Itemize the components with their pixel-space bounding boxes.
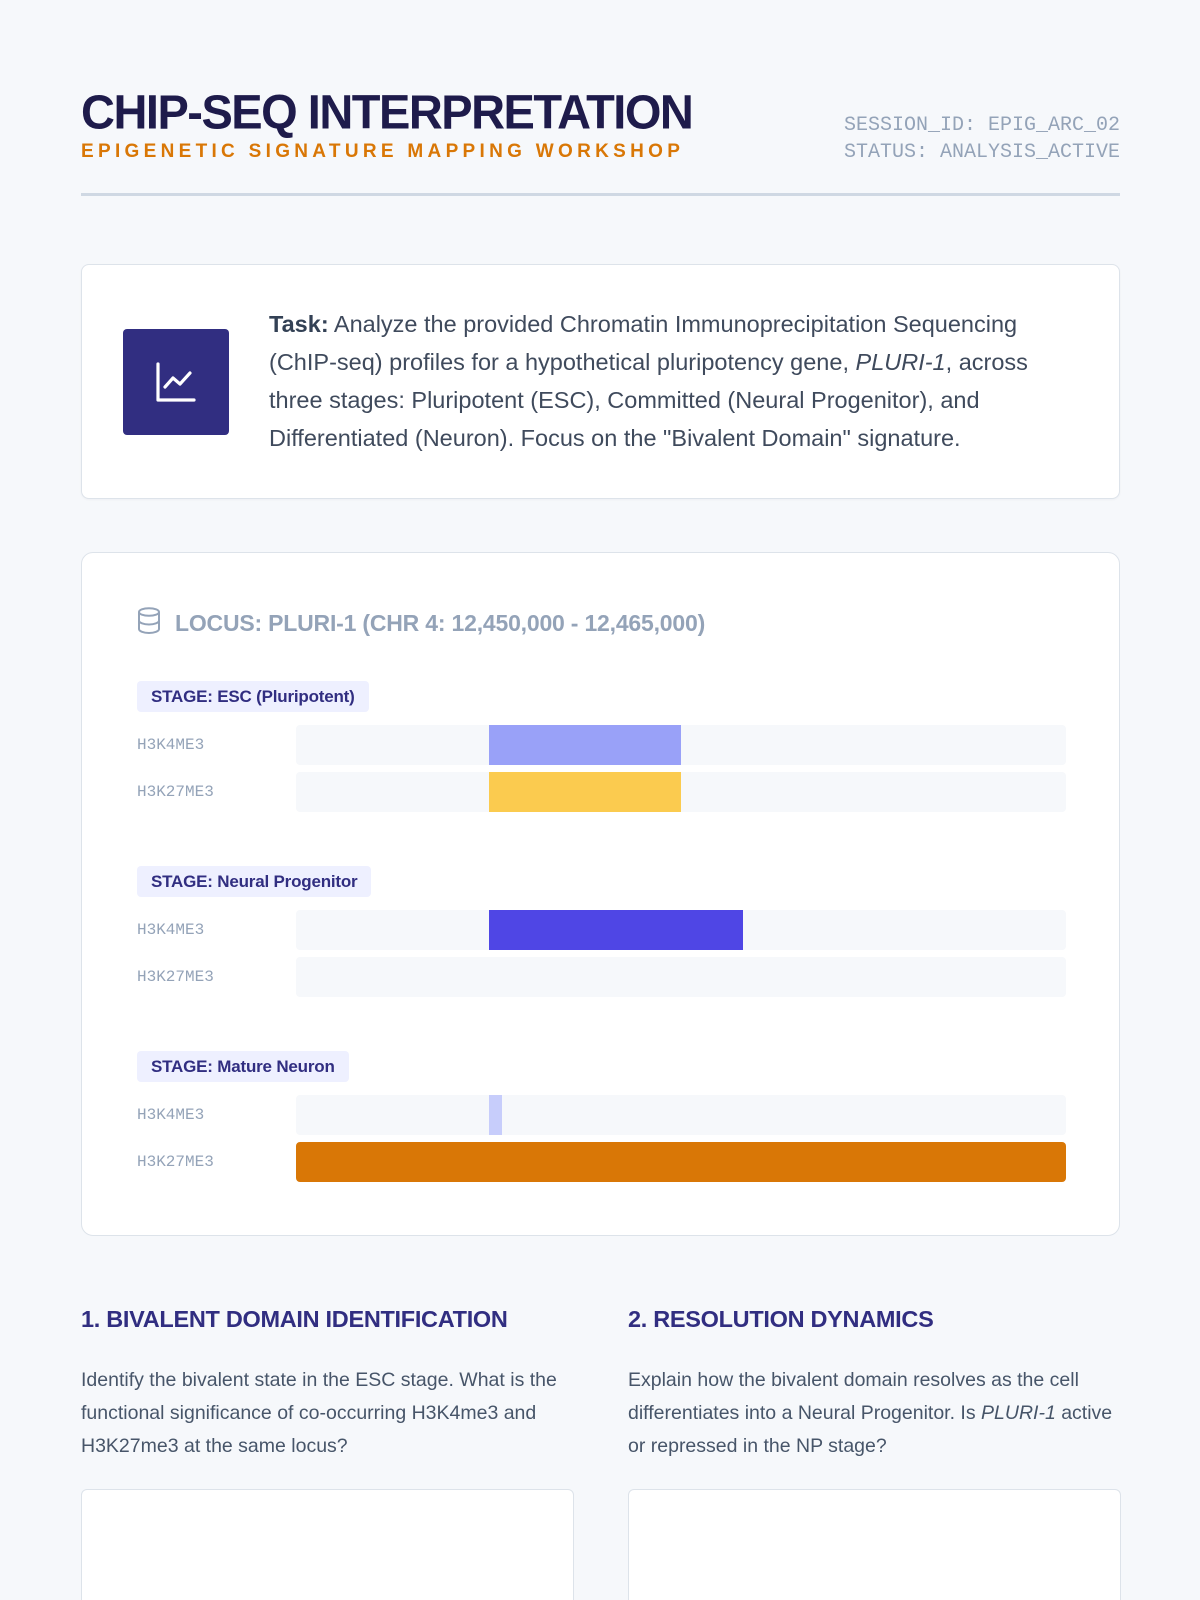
track-label: H3K27ME3 [137,783,214,801]
track-label: H3K4ME3 [137,1106,205,1124]
track-neuron-h3k27me3 [296,1142,1066,1182]
question-1-title: 1. BIVALENT DOMAIN IDENTIFICATION [81,1306,508,1332]
track-np-h3k27me3 [296,957,1066,997]
track-esc-h3k27me3 [296,772,1066,812]
signal-peak [296,1142,1066,1182]
question-2-text: Explain how the bivalent domain resolves as the cell differentiates into a Neural Progenitor. Is PLURI-1 active or repressed in the NP stage? [628,1369,1113,1457]
signal-peak [489,725,682,765]
track-np-h3k4me3 [296,910,1066,950]
session-status: STATUS: ANALYSIS_ACTIVE [843,141,1120,164]
question-1-text: Identify the bivalent state in the ESC stage. What is the functional significance of co-occurring H3K4me3 and H3K27me3 at the same locus? [81,1369,557,1457]
track-label: H3K4ME3 [137,921,205,939]
answer-1-box[interactable] [81,1489,574,1600]
locus-title: LOCUS: PLURI-1 (CHR 4: 12,450,000 - 12,465,000) [175,609,706,636]
task-description: Task: Analyze the provided Chromatin Immunoprecipitation Sequencing (ChIP-seq) profiles for a hypothetical pluripotency gene, PLURI-1, across three stages: Pluripotent (ESC), Committed (Neural Progenitor), and Differentiated (Neuron). Focus on the "Bivalent Domain" signature. [269,311,1028,451]
locus-header [137,608,705,638]
page-title: CHIP-SEQ INTERPRETATION [81,84,693,139]
track-label: H3K27ME3 [137,968,214,986]
track-label: H3K4ME3 [137,736,205,754]
locus-panel [81,552,1120,1236]
track-esc-h3k4me3 [296,725,1066,765]
task-card [81,264,1120,499]
gene-name: PLURI-1 [981,1402,1056,1424]
session-id: SESSION_ID: EPIG_ARC_02 [843,114,1120,137]
stage-badge-neural-progenitor: STAGE: Neural Progenitor [137,866,371,897]
database-icon [137,607,161,639]
task-label: Task: [269,311,329,337]
stage-badge-mature-neuron: STAGE: Mature Neuron [137,1051,349,1082]
answer-2-box[interactable] [628,1489,1121,1600]
question-2-title: 2. RESOLUTION DYNAMICS [628,1306,934,1332]
signal-peak [489,1095,502,1135]
session-meta [844,112,1120,166]
line-chart-icon [123,329,229,435]
signal-peak [489,910,743,950]
signal-peak [489,772,682,812]
stage-badge-esc: STAGE: ESC (Pluripotent) [137,681,369,712]
track-neuron-h3k4me3 [296,1095,1066,1135]
track-label: H3K27ME3 [137,1153,214,1171]
page-subtitle: EPIGENETIC SIGNATURE MAPPING WORKSHOP [81,141,685,162]
gene-name: PLURI-1 [855,349,946,375]
page-header [81,84,1120,196]
